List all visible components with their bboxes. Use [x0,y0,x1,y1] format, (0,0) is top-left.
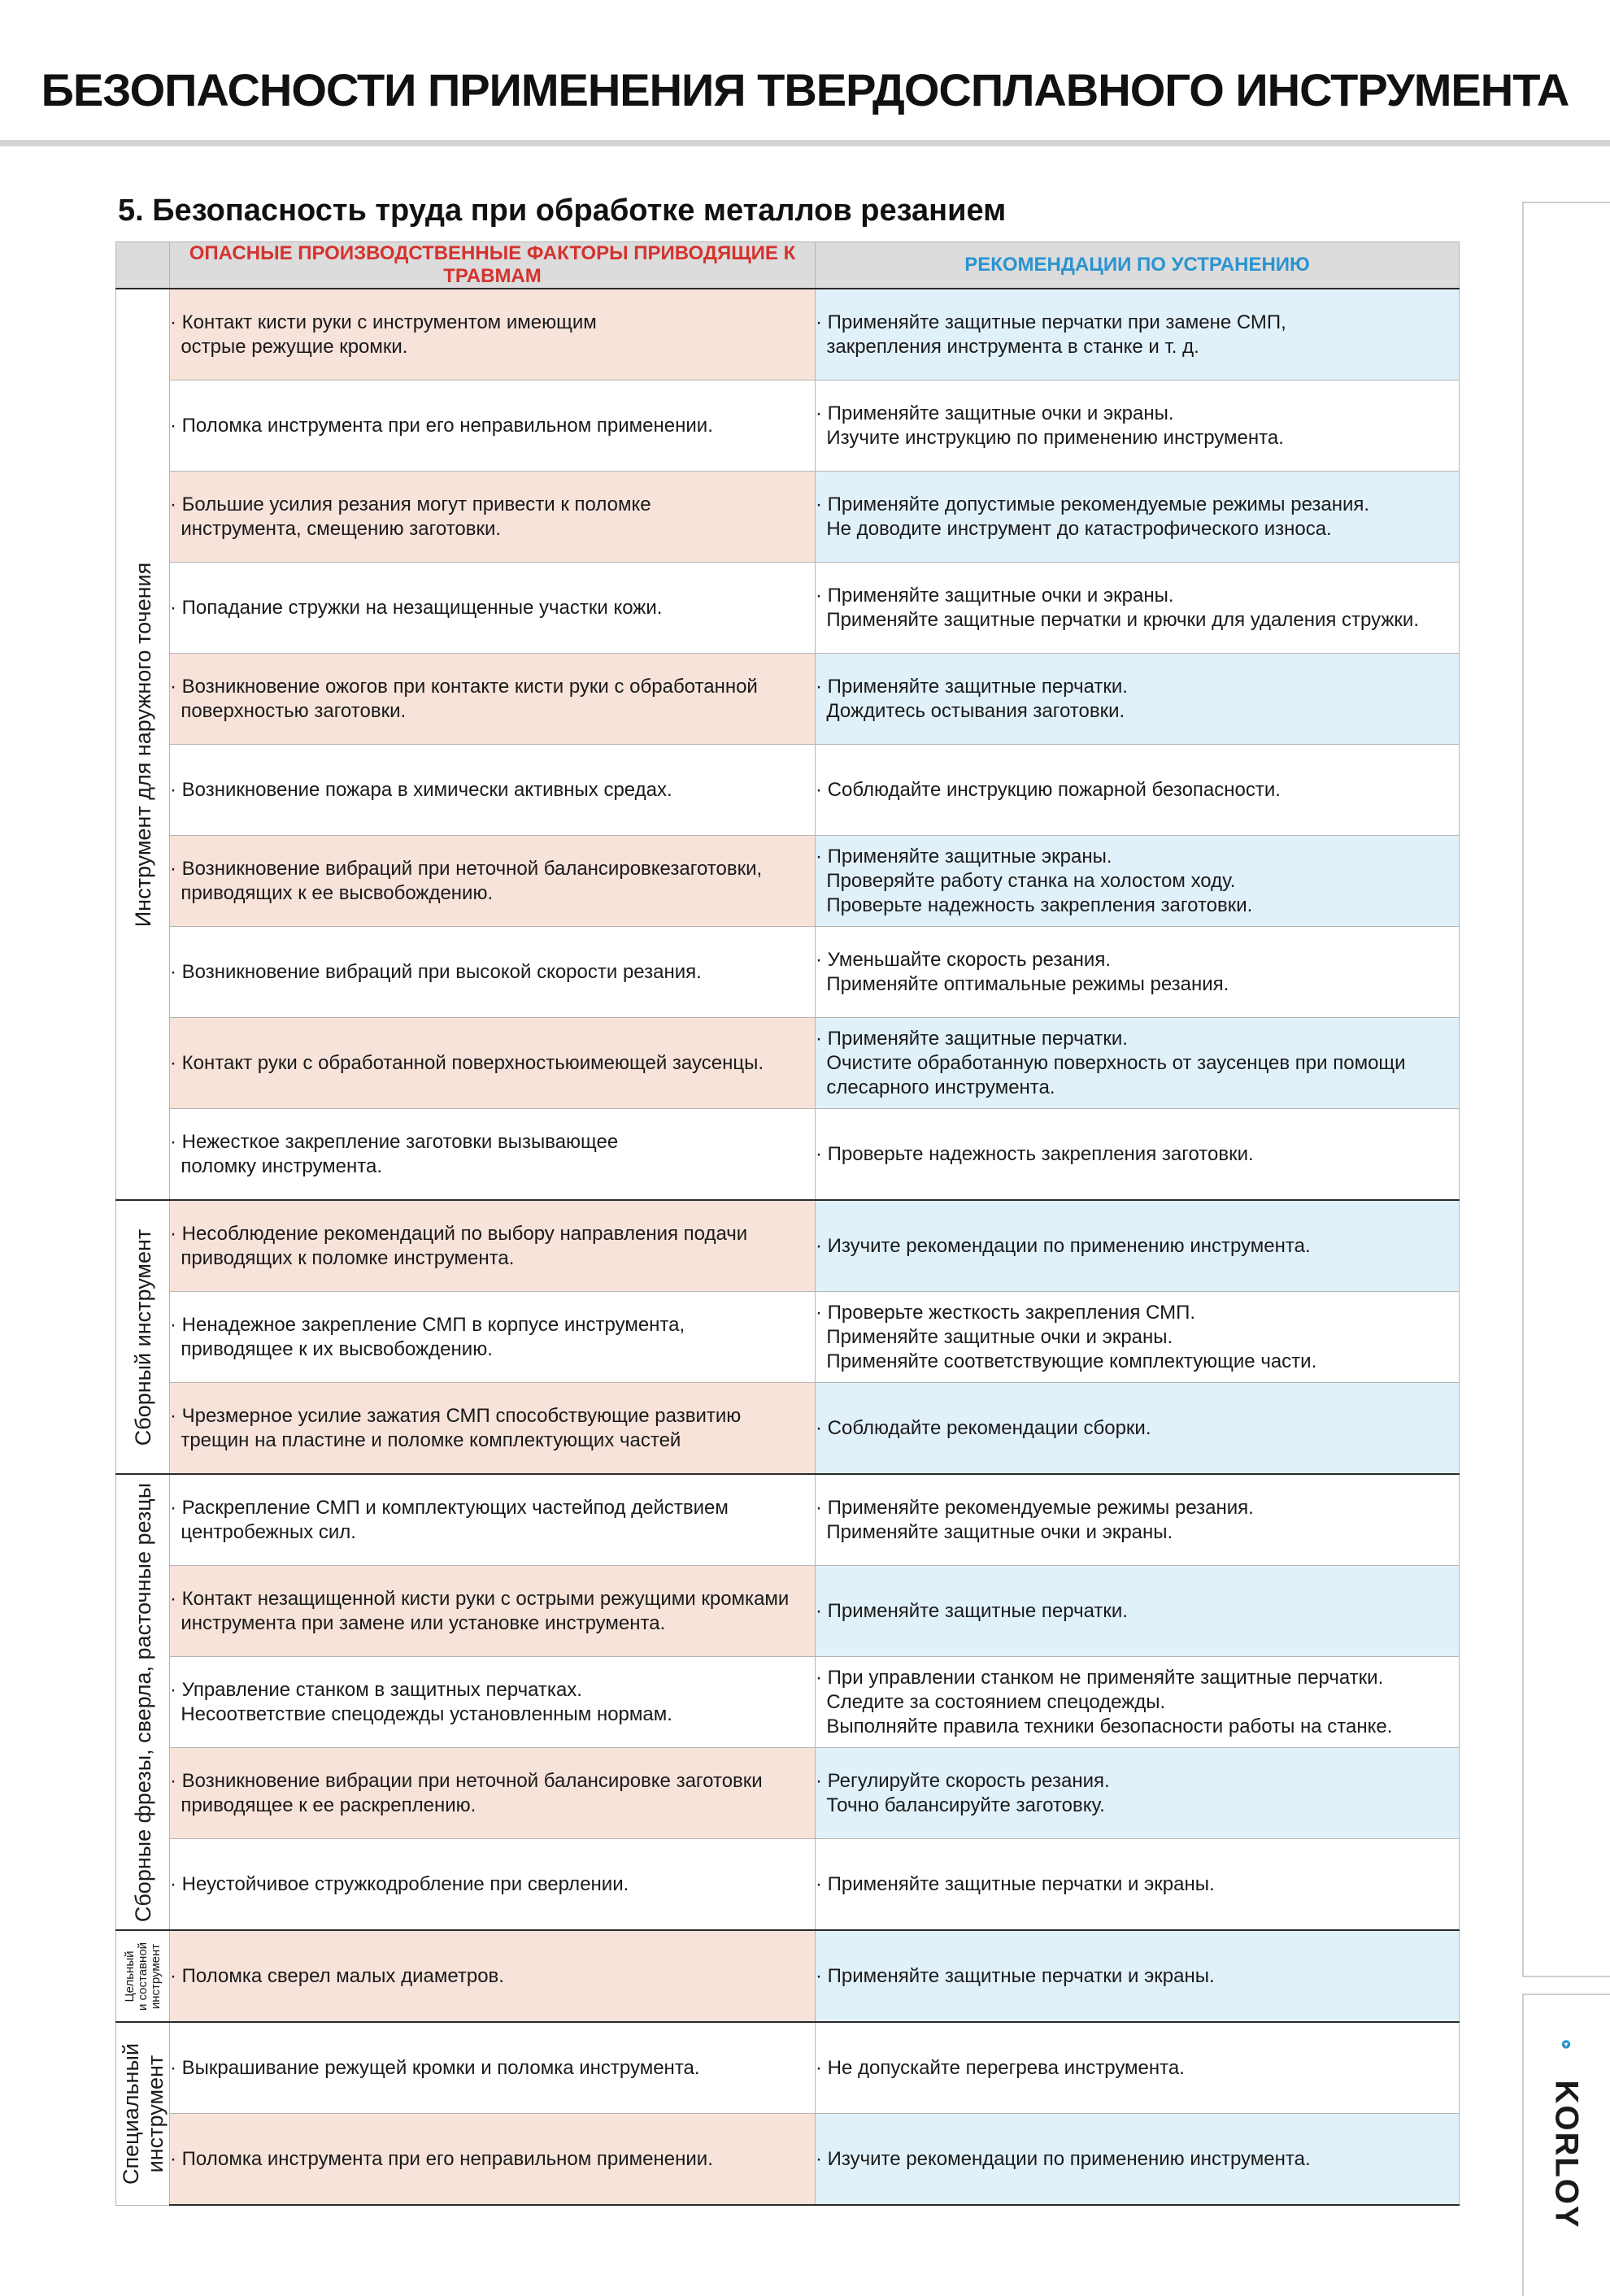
table-row [116,1839,1460,1931]
recommendation-cell [816,563,1460,654]
group-label-line: инструмент [148,1943,163,2009]
hazard-text: инструмента при замене или установке инструмента. [170,1611,666,1634]
recommendation-cell [816,1200,1460,1292]
group-label [131,1482,155,1921]
page-title: БЕЗОПАСНОСТИ ПРИМЕНЕНИЯ ТВЕРДОСПЛАВНОГО ИНСТРУМЕНТА [41,64,1569,115]
header-group-cell [116,242,170,289]
hazard-text: приводящее к их высвобождению. [170,1337,493,1360]
recommendation-cell [816,289,1460,380]
recommendation-cell [816,836,1460,927]
side-tab [1522,202,1610,1977]
hazard-cell [170,1839,816,1931]
recommendation-cell [816,1383,1460,1475]
recommendation-text: · При управлении станком не применяйте защитные перчатки. [816,1666,1384,1689]
recommendation-cell [816,1930,1460,2022]
table-row [116,1109,1460,1201]
recommendation-cell [816,654,1460,745]
group-label-cell [116,289,170,1200]
hazard-text: поломку инструмента. [170,1155,383,1177]
recommendation-text: Выполняйте правила техники безопасности работы на станке. [816,1715,1393,1737]
recommendation-text: · Применяйте допустимые рекомендуемые режимы резания. [816,493,1370,515]
table-header-row [116,242,1460,289]
recommendation-text: · Регулируйте скорость резания. [816,1769,1110,1792]
hazard-text: · Поломка инструмента при его неправильном применении. [170,414,713,437]
recommendation-text: · Не допускайте перегрева инструмента. [816,2056,1185,2079]
recommendation-text: · Соблюдайте инструкцию пожарной безопасности. [816,778,1281,801]
hazard-text: · Выкрашивание режущей кромки и поломка инструмента. [170,2056,700,2079]
hazard-text: · Поломка сверел малых диаметров. [170,1964,504,1987]
recommendation-text: · Применяйте защитные перчатки и экраны. [816,1964,1215,1987]
hazard-cell [170,1200,816,1292]
group-label [131,562,155,926]
hazard-text: · Управление станком в защитных перчатках. [170,1678,582,1701]
table-row [116,1018,1460,1109]
hazard-text: Несоответствие спецодежды установленным нормам. [170,1702,672,1725]
table-row [116,2022,1460,2114]
recommendation-text: · Проверьте надежность закрепления заготовки. [816,1142,1254,1165]
recommendation-text: слесарного инструмента. [816,1076,1055,1098]
recommendation-text: · Применяйте защитные очки и экраны. [816,584,1174,607]
hazard-text: · Раскрепление СМП и комплектующих частейпод действием [170,1496,729,1519]
recommendation-text: · Соблюдайте рекомендации сборки. [816,1416,1151,1439]
table-row [116,380,1460,472]
recommendation-cell [816,2114,1460,2206]
recommendation-cell [816,745,1460,836]
table-row [116,1657,1460,1748]
recommendation-cell [816,1566,1460,1657]
group-label [119,2043,168,2185]
table-row [116,745,1460,836]
hazard-cell [170,654,816,745]
safety-table [115,241,1460,2206]
recommendation-text: закрепления инструмента в станке и т. д. [816,335,1199,358]
hazard-text: · Большие усилия резания могут привести к поломке [170,493,651,515]
group-label-cell [116,1930,170,2022]
recommendation-text: · Применяйте защитные экраны. [816,845,1112,868]
recommendation-text: · Уменьшайте скорость резания. [816,948,1111,971]
recommendation-text: Следите за состоянием спецодежды. [816,1690,1166,1713]
hazard-cell [170,1930,816,2022]
hazard-cell [170,563,816,654]
hazard-cell [170,1383,816,1475]
hazard-text: · Контакт руки с обработанной поверхностьюимеющей заусенцы. [170,1051,764,1074]
table-row [116,2114,1460,2206]
recommendation-text: · Изучите рекомендации по применению инструмента. [816,2147,1311,2170]
hazard-cell [170,2114,816,2206]
hazard-text: · Нежесткое закрепление заготовки вызывающее [170,1130,619,1153]
hazard-text: центробежных сил. [170,1520,356,1543]
recommendation-text: Не доводите инструмент до катастрофического износа. [816,517,1332,540]
hazard-cell [170,1474,816,1566]
hazard-text: · Попадание стружки на незащищенные участки кожи. [170,596,663,619]
hazard-text: трещин на пластине и поломке комплектующих частей [170,1428,681,1451]
group-label-line: Сборные фрезы, сверла, расточные резцы [130,1482,155,1922]
title-divider [0,140,1610,146]
recommendation-cell [816,1292,1460,1383]
hazard-cell [170,1292,816,1383]
recommendation-cell [816,1018,1460,1109]
recommendation-text: · Применяйте защитные перчатки. [816,675,1128,698]
hazard-text: · Контакт незащищенной кисти руки с острыми режущими кромками [170,1587,790,1610]
group-label-line: Инструмент для наружного точения [130,562,155,927]
table-row [116,1200,1460,1292]
recommendation-cell [816,1474,1460,1566]
table-row [116,563,1460,654]
section-title: 5. Безопасность труда при обработке металлов резанием [118,194,1007,228]
hazard-text: · Чрезмерное усилие зажатия СМП способствующие развитию [170,1404,742,1427]
recommendation-text: Применяйте оптимальные режимы резания. [816,972,1229,995]
table-row [116,1748,1460,1839]
recommendation-cell [816,380,1460,472]
hazard-cell [170,1566,816,1657]
recommendation-text: Применяйте защитные очки и экраны. [816,1520,1173,1543]
hazard-cell [170,745,816,836]
recommendation-cell [816,472,1460,563]
table-row [116,1930,1460,2022]
hazard-text: поверхностью заготовки. [170,699,407,722]
hazard-text: острые режущие кромки. [170,335,408,358]
group-label-cell [116,1474,170,1930]
hazard-text: · Несоблюдение рекомендаций по выбору направления подачи [170,1222,748,1245]
hazard-text: инструмента, смещению заготовки. [170,517,502,540]
group-label-line: Цельный [122,1950,137,2002]
header-recommendation: РЕКОМЕНДАЦИИ ПО УСТРАНЕНИЮ [816,242,1460,289]
group-label [124,1942,163,2010]
recommendation-cell [816,1657,1460,1748]
recommendation-cell [816,2022,1460,2114]
recommendation-text: · Применяйте защитные перчатки. [816,1599,1128,1622]
recommendation-text: · Изучите рекомендации по применению инструмента. [816,1234,1311,1257]
recommendation-text: Применяйте соответствующие комплектующие части. [816,1350,1317,1372]
hazard-cell [170,836,816,927]
group-label-cell [116,2022,170,2205]
hazard-text: · Возникновение ожогов при контакте кисти руки с обработанной [170,675,758,698]
hazard-text: приводящих к ее высвобождению. [170,881,494,904]
recommendation-text: Изучите инструкцию по применению инструмента. [816,426,1284,449]
hazard-cell [170,1657,816,1748]
group-label [131,1228,155,1446]
table-body [116,289,1460,2205]
hazard-cell [170,2022,816,2114]
hazard-cell [170,472,816,563]
recommendation-text: Дождитесь остывания заготовки. [816,699,1125,722]
recommendation-text: · Применяйте защитные перчатки. [816,1027,1128,1050]
table-row [116,289,1460,380]
recommendation-cell [816,1748,1460,1839]
hazard-cell [170,1748,816,1839]
hazard-cell [170,380,816,472]
recommendation-text: · Применяйте рекомендуемые режимы резания. [816,1496,1254,1519]
hazard-text: · Поломка инструмента при его неправильном применении. [170,2147,713,2170]
hazard-cell [170,1109,816,1201]
recommendation-cell [816,1839,1460,1931]
hazard-text: · Возникновение вибраций при высокой скорости резания. [170,960,702,983]
recommendation-text: Применяйте защитные очки и экраны. [816,1325,1173,1348]
hazard-cell [170,289,816,380]
hazard-text: · Контакт кисти руки с инструментом имеющим [170,311,597,333]
header-hazard: ОПАСНЫЕ ПРОИЗВОДСТВЕННЫЕ ФАКТОРЫ ПРИВОДЯЩИЕ К ТРАВМАМ [170,242,816,289]
group-label-line: Специальный [118,2042,143,2185]
recommendation-text: Проверяйте работу станка на холостом ходу. [816,869,1236,892]
recommendation-text: Проверьте надежность закрепления заготовки. [816,894,1253,916]
hazard-text: · Ненадежное закрепление СМП в корпусе инструмента, [170,1313,685,1336]
table-row [116,927,1460,1018]
table-row [116,1383,1460,1475]
recommendation-cell [816,927,1460,1018]
table-row [116,654,1460,745]
recommendation-text: Точно балансируйте заготовку. [816,1794,1105,1816]
hazard-text: · Возникновение вибрации при неточной балансировке заготовки [170,1769,763,1792]
recommendation-text: · Проверьте жесткость закрепления СМП. [816,1301,1196,1324]
hazard-text: · Возникновение пожара в химически активных средах. [170,778,672,801]
group-label-line: Сборный инструмент [130,1228,155,1446]
hazard-cell [170,1018,816,1109]
recommendation-text: Применяйте защитные перчатки и крючки для удаления стружки. [816,608,1419,631]
recommendation-text: · Применяйте защитные перчатки при замене СМП, [816,311,1286,333]
table-row [116,1474,1460,1566]
recommendation-text: · Применяйте защитные очки и экраны. [816,402,1174,424]
hazard-text: · Неустойчивое стружкодробление при сверлении. [170,1872,629,1895]
table-row [116,1292,1460,1383]
table-row [116,1566,1460,1657]
hazard-text: приводящее к ее раскреплению. [170,1794,476,1816]
hazard-text: · Возникновение вибраций при неточной балансировкезаготовки, [170,857,763,880]
group-label-line: и составной [135,1942,150,2011]
group-label-cell [116,1200,170,1474]
korloy-logo-text: KORLOY [1548,2080,1585,2229]
hazard-cell [170,927,816,1018]
recommendation-cell [816,1109,1460,1201]
group-label-line: инструмент [142,2055,168,2173]
recommendation-text: Очистите обработанную поверхность от заусенцев при помощи [816,1051,1406,1074]
table-row [116,836,1460,927]
hazard-text: приводящих к поломке инструмента. [170,1246,515,1269]
table-row [116,472,1460,563]
recommendation-text: · Применяйте защитные перчатки и экраны. [816,1872,1215,1895]
